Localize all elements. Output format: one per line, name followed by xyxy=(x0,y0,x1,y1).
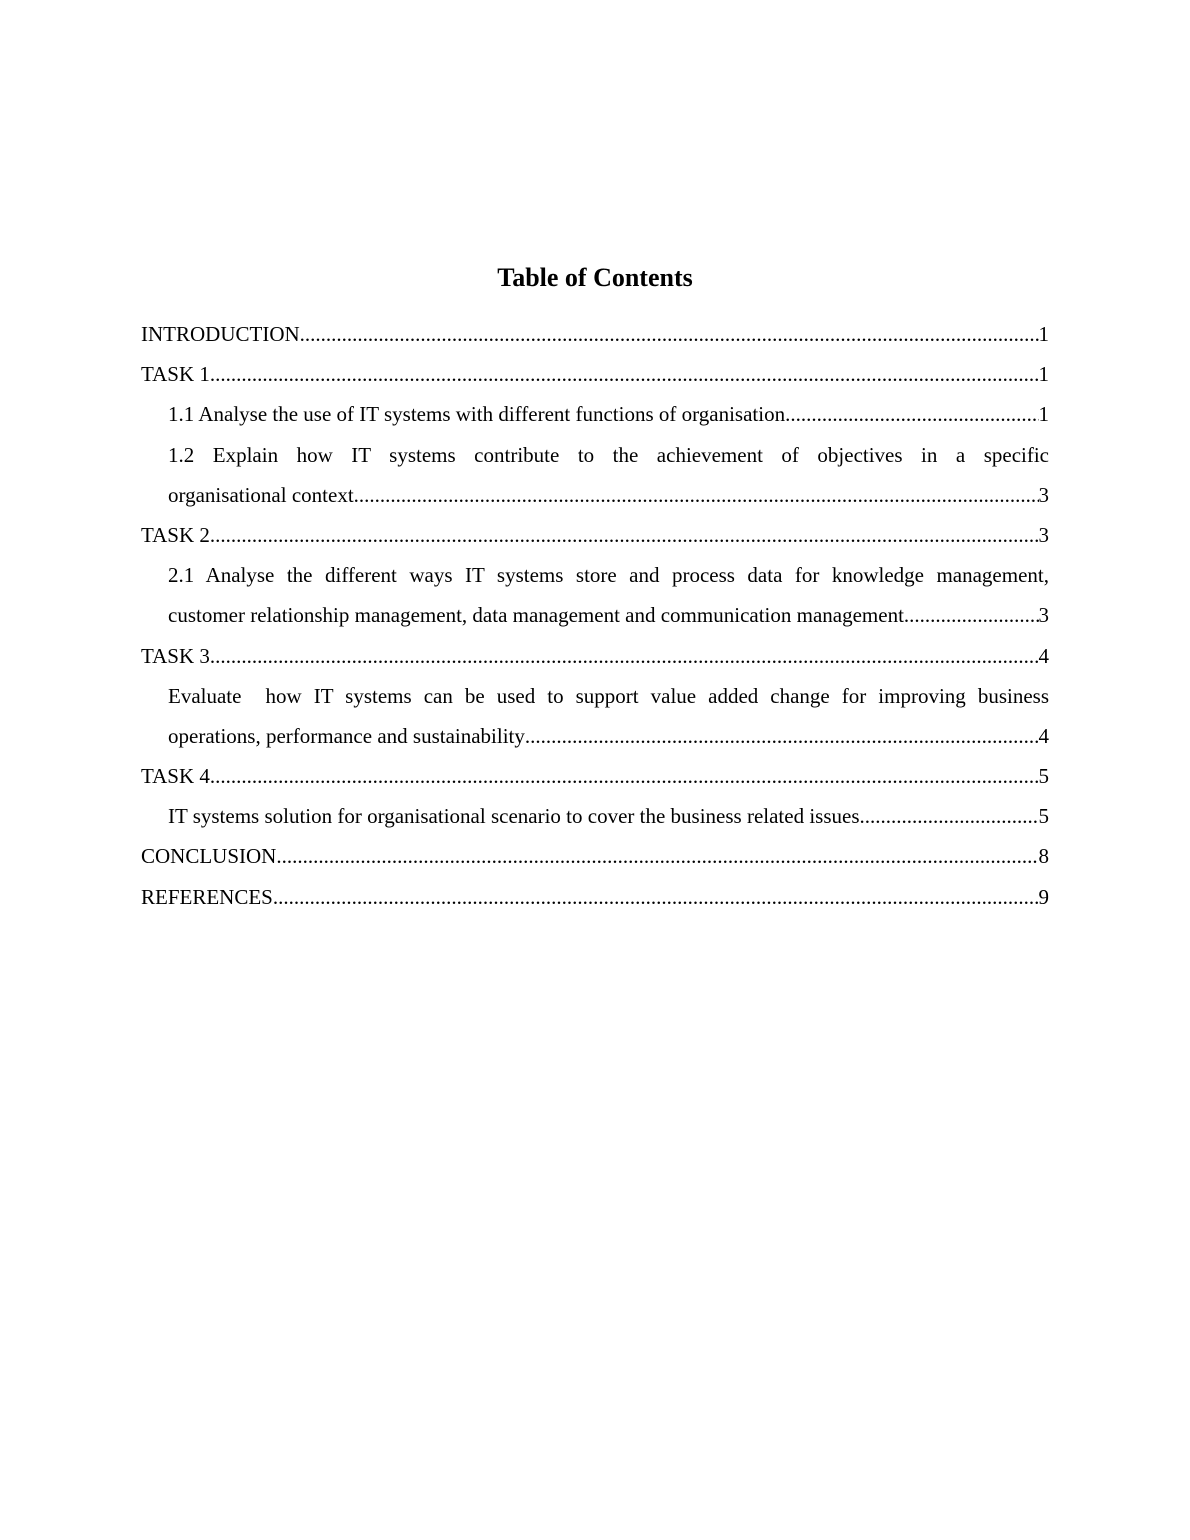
toc-page-number: 4 xyxy=(1038,643,1049,668)
toc-entry-task-3[interactable] xyxy=(141,636,1049,676)
toc-page-number: 1 xyxy=(1038,362,1049,387)
toc-entry-text: TASK 1 xyxy=(141,362,210,387)
toc-entry-text: INTRODUCTION xyxy=(141,322,300,346)
dot-leader xyxy=(273,877,1039,917)
dot-leader xyxy=(276,836,1038,876)
dot-leader xyxy=(210,636,1039,676)
toc-entry-text: TASK 2 xyxy=(141,522,210,547)
toc-page-number: 5 xyxy=(1038,804,1049,829)
dot-leader xyxy=(300,314,1039,354)
toc-page-number: 3 xyxy=(1038,482,1049,507)
toc-page-number: 3 xyxy=(1038,522,1049,547)
toc-entry-text: TASK 4 xyxy=(141,764,210,789)
toc-page-number: 3 xyxy=(1038,603,1049,628)
toc-entry-text: 1.1 Analyse the use of IT systems with different functions of organisation xyxy=(168,402,786,427)
toc-entry-text: CONCLUSION xyxy=(141,844,277,869)
toc-page-number: 9 xyxy=(1038,884,1049,909)
dot-leader xyxy=(354,475,1039,515)
toc-entry-1-2[interactable] xyxy=(141,435,1049,515)
dot-leader xyxy=(210,515,1039,555)
toc-page-number: 5 xyxy=(1038,764,1049,789)
toc-entry-task-4[interactable] xyxy=(141,756,1049,796)
toc-entry-task-1[interactable] xyxy=(141,354,1049,394)
toc-page-number: 1 xyxy=(1038,402,1049,427)
dot-leader xyxy=(525,716,1039,756)
toc-entry-text: TASK 3 xyxy=(141,643,210,668)
toc-title: Table of Contents xyxy=(497,263,693,292)
toc-page-number: 1 xyxy=(1038,322,1049,346)
dot-leader xyxy=(210,354,1039,394)
toc-page-number: 4 xyxy=(1038,723,1049,748)
toc-entry-text: customer relationship management, data management and communication management xyxy=(168,603,904,628)
toc-entry-text: 2.1 Analyse the different ways IT systems store and process data for knowledge management, xyxy=(168,563,1049,588)
toc-entry-text: operations, performance and sustainability xyxy=(168,723,525,748)
toc-entry-text: 1.2 Explain how IT systems contribute to the achievement of objectives in a specific xyxy=(168,442,1049,467)
toc-entry-2-1[interactable] xyxy=(141,555,1049,635)
toc-entry-task-3-evaluate[interactable] xyxy=(141,676,1049,756)
dot-leader xyxy=(785,394,1038,434)
toc-entry-text: REFERENCES xyxy=(141,884,273,909)
dot-leader xyxy=(904,595,1039,635)
toc-page-number: 8 xyxy=(1038,844,1049,869)
toc-entry-task-2[interactable] xyxy=(141,515,1049,555)
toc-entry-conclusion[interactable] xyxy=(141,836,1049,876)
toc-entry-text: IT systems solution for organisational scenario to cover the business related issues xyxy=(168,804,860,829)
toc-entry-introduction[interactable] xyxy=(141,314,1049,354)
toc-entry-references[interactable] xyxy=(141,877,1049,917)
toc-entry-task-4-solution[interactable] xyxy=(141,796,1049,836)
dot-leader xyxy=(210,756,1039,796)
toc-entry-text: Evaluate how IT systems can be used to support value added change for improving business xyxy=(168,683,1049,708)
table-of-contents xyxy=(141,314,1049,917)
toc-entry-text: organisational context xyxy=(168,482,354,507)
dot-leader xyxy=(860,796,1039,836)
toc-entry-1-1[interactable] xyxy=(141,394,1049,434)
